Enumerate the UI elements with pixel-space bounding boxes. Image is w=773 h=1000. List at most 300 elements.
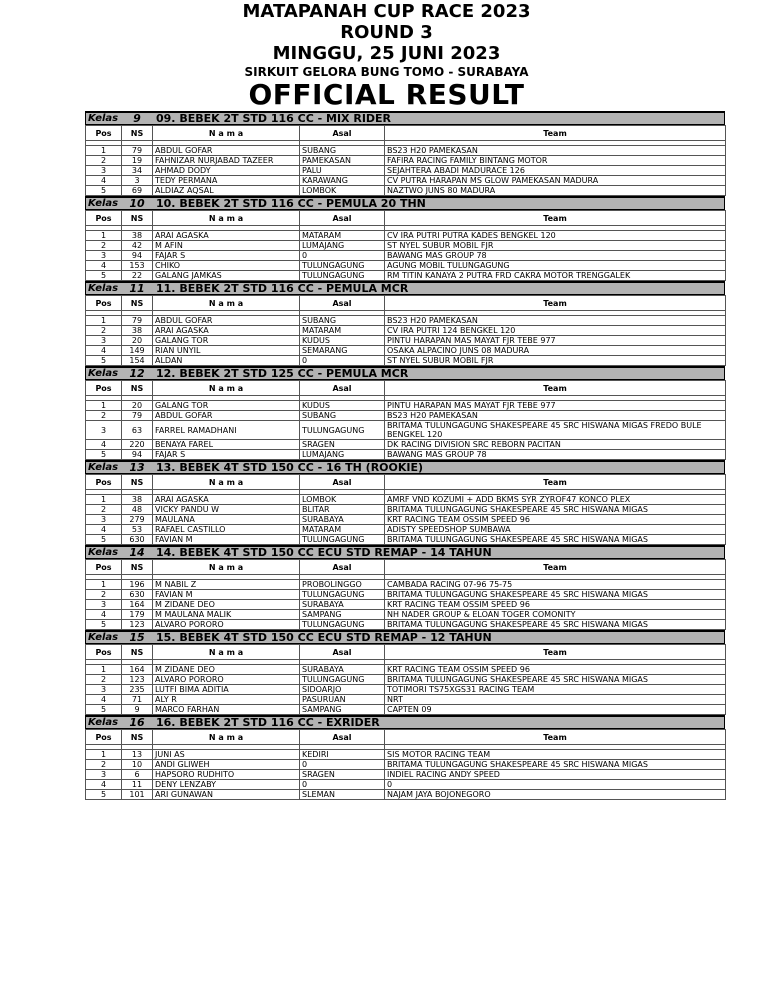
col-ns-header: NS <box>122 560 153 575</box>
table-row <box>86 760 726 770</box>
col-nama-header: N a m a <box>153 475 300 490</box>
team-cell: NH NADER GROUP & ELOAN TOGER COMONITY <box>385 610 726 620</box>
kelas-number: 16 <box>129 716 145 729</box>
ns-cell: 34 <box>122 166 153 176</box>
pos-cell: 3 <box>86 685 122 695</box>
ns-cell: 48 <box>122 505 153 515</box>
ns-cell: 179 <box>122 610 153 620</box>
col-asal-header: Asal <box>300 560 385 575</box>
pos-cell: 3 <box>86 515 122 525</box>
ns-cell: 38 <box>122 495 153 505</box>
col-nama-header: N a m a <box>153 645 300 660</box>
table-row <box>86 261 726 271</box>
team-cell: ST NYEL SUBUR MOBIL FJR <box>385 356 726 366</box>
table-header-row <box>86 211 726 226</box>
table-row <box>86 241 726 251</box>
results-table <box>85 729 726 800</box>
ns-cell: 123 <box>122 675 153 685</box>
pos-cell: 2 <box>86 241 122 251</box>
table-row <box>86 316 726 326</box>
ns-cell: 79 <box>122 411 153 421</box>
col-ns-header: NS <box>122 296 153 311</box>
table-header-row <box>86 381 726 396</box>
team-cell: OSAKA ALPACINO JUNS 08 MADURA <box>385 346 726 356</box>
col-ns-header: NS <box>122 211 153 226</box>
col-pos-header: Pos <box>86 296 122 311</box>
ns-cell: 11 <box>122 780 153 790</box>
ns-cell: 235 <box>122 685 153 695</box>
asal-cell: PALU <box>300 166 385 176</box>
table-row <box>86 440 726 450</box>
pos-cell: 5 <box>86 450 122 460</box>
kelas-label: Kelas <box>88 717 119 728</box>
col-team-header: Team <box>385 560 726 575</box>
pos-cell: 4 <box>86 695 122 705</box>
col-team-header: Team <box>385 645 726 660</box>
ns-cell: 53 <box>122 525 153 535</box>
nama-cell: ARAI AGASKA <box>153 326 300 336</box>
pos-cell: 1 <box>86 580 122 590</box>
table-row <box>86 271 726 281</box>
team-cell: CV IRA PUTRI PUTRA KADES BENGKEL 120 <box>385 231 726 241</box>
nama-cell: FAVIAN M <box>153 590 300 600</box>
table-row <box>86 176 726 186</box>
team-cell: SIS MOTOR RACING TEAM <box>385 750 726 760</box>
ns-cell: 630 <box>122 535 153 545</box>
asal-cell: KUDUS <box>300 401 385 411</box>
col-pos-header: Pos <box>86 645 122 660</box>
asal-cell: SLEMAN <box>300 790 385 800</box>
asal-cell: TULUNGAGUNG <box>300 421 385 440</box>
asal-cell: SIDOARJO <box>300 685 385 695</box>
ns-cell: 123 <box>122 620 153 630</box>
table-row <box>86 326 726 336</box>
class-title: 14. BEBEK 4T STD 150 CC ECU STD REMAP - 14 TAHUN <box>156 546 492 559</box>
col-team-header: Team <box>385 211 726 226</box>
table-row <box>86 146 726 156</box>
table-row <box>86 600 726 610</box>
table-row <box>86 620 726 630</box>
nama-cell: ABDUL GOFAR <box>153 316 300 326</box>
table-row <box>86 156 726 166</box>
nama-cell: ARAI AGASKA <box>153 495 300 505</box>
asal-cell: SRAGEN <box>300 770 385 780</box>
col-ns-header: NS <box>122 645 153 660</box>
table-header-row <box>86 730 726 745</box>
pos-cell: 1 <box>86 146 122 156</box>
table-row <box>86 166 726 176</box>
asal-cell: SUBANG <box>300 411 385 421</box>
class-header <box>85 460 725 474</box>
asal-cell: PAMEKASAN <box>300 156 385 166</box>
class-title: 11. BEBEK 2T STD 116 CC - PEMULA MCR <box>156 282 409 295</box>
asal-cell: 0 <box>300 760 385 770</box>
pos-cell: 5 <box>86 620 122 630</box>
col-asal-header: Asal <box>300 381 385 396</box>
ns-cell: 71 <box>122 695 153 705</box>
asal-cell: TULUNGAGUNG <box>300 271 385 281</box>
nama-cell: GALANG JAMKAS <box>153 271 300 281</box>
asal-cell: PASURUAN <box>300 695 385 705</box>
asal-cell: MATARAM <box>300 326 385 336</box>
col-team-header: Team <box>385 126 726 141</box>
class-header <box>85 715 725 729</box>
team-cell: BAWANG MAS GROUP 78 <box>385 450 726 460</box>
asal-cell: TULUNGAGUNG <box>300 620 385 630</box>
col-pos-header: Pos <box>86 381 122 396</box>
asal-cell: KARAWANG <box>300 176 385 186</box>
pos-cell: 4 <box>86 525 122 535</box>
kelas-label: Kelas <box>88 198 119 209</box>
class-block <box>85 366 725 460</box>
class-block <box>85 630 725 715</box>
pos-cell: 1 <box>86 495 122 505</box>
ns-cell: 19 <box>122 156 153 166</box>
team-cell: AGUNG MOBIL TULUNGAGUNG <box>385 261 726 271</box>
results-table <box>85 644 726 715</box>
pos-cell: 2 <box>86 411 122 421</box>
pos-cell: 5 <box>86 535 122 545</box>
nama-cell: M NABIL Z <box>153 580 300 590</box>
pos-cell: 2 <box>86 505 122 515</box>
kelas-number: 14 <box>129 546 145 559</box>
ns-cell: 79 <box>122 146 153 156</box>
team-cell: NAJAM JAYA BOJONEGORO <box>385 790 726 800</box>
table-row <box>86 675 726 685</box>
table-header-row <box>86 645 726 660</box>
nama-cell: LUTFI BIMA ADITIA <box>153 685 300 695</box>
team-cell: RM TITIN KANAYA 2 PUTRA FRD CAKRA MOTOR TRENGGALEK <box>385 271 726 281</box>
nama-cell: FAJAR S <box>153 450 300 460</box>
pos-cell: 3 <box>86 336 122 346</box>
pos-cell: 5 <box>86 186 122 196</box>
team-cell: CV IRA PUTRI 124 BENGKEL 120 <box>385 326 726 336</box>
col-asal-header: Asal <box>300 126 385 141</box>
col-asal-header: Asal <box>300 475 385 490</box>
class-title: 16. BEBEK 2T STD 116 CC - EXRIDER <box>156 716 380 729</box>
table-row <box>86 401 726 411</box>
asal-cell: SURABAYA <box>300 665 385 675</box>
asal-cell: 0 <box>300 356 385 366</box>
team-cell: BS23 H20 PAMEKASAN <box>385 146 726 156</box>
table-row <box>86 770 726 780</box>
nama-cell: ABDUL GOFAR <box>153 411 300 421</box>
ns-cell: 79 <box>122 316 153 326</box>
nama-cell: FAHNIZAR NURJABAD TAZEER <box>153 156 300 166</box>
table-row <box>86 590 726 600</box>
asal-cell: TULUNGAGUNG <box>300 675 385 685</box>
nama-cell: BENAYA FAREL <box>153 440 300 450</box>
team-cell: ADISTY SPEEDSHOP SUMBAWA <box>385 525 726 535</box>
ns-cell: 3 <box>122 176 153 186</box>
col-asal-header: Asal <box>300 645 385 660</box>
ns-cell: 196 <box>122 580 153 590</box>
team-cell: SEJAHTERA ABADI MADURACE 126 <box>385 166 726 176</box>
team-cell: BS23 H20 PAMEKASAN <box>385 316 726 326</box>
col-nama-header: N a m a <box>153 730 300 745</box>
team-cell: KRT RACING TEAM OSSIM SPEED 96 <box>385 600 726 610</box>
asal-cell: LUMAJANG <box>300 241 385 251</box>
team-cell: BAWANG MAS GROUP 78 <box>385 251 726 261</box>
nama-cell: ABDUL GOFAR <box>153 146 300 156</box>
nama-cell: GALANG TOR <box>153 401 300 411</box>
nama-cell: MAULANA <box>153 515 300 525</box>
nama-cell: AHMAD DODY <box>153 166 300 176</box>
results-table <box>85 474 726 545</box>
table-header-row <box>86 296 726 311</box>
class-header <box>85 196 725 210</box>
table-row <box>86 525 726 535</box>
class-header <box>85 630 725 644</box>
asal-cell: LUMAJANG <box>300 450 385 460</box>
pos-cell: 1 <box>86 316 122 326</box>
team-cell: 0 <box>385 780 726 790</box>
official-result-title: OFFICIAL RESULT <box>248 78 525 111</box>
table-row <box>86 505 726 515</box>
pos-cell: 1 <box>86 665 122 675</box>
table-header-row <box>86 475 726 490</box>
pos-cell: 1 <box>86 401 122 411</box>
nama-cell: FAJAR S <box>153 251 300 261</box>
class-title: 12. BEBEK 2T STD 125 CC - PEMULA MCR <box>156 367 409 380</box>
asal-cell: BLITAR <box>300 505 385 515</box>
col-pos-header: Pos <box>86 126 122 141</box>
ns-cell: 279 <box>122 515 153 525</box>
table-row <box>86 535 726 545</box>
col-nama-header: N a m a <box>153 296 300 311</box>
nama-cell: HAPSORO RUDHITO <box>153 770 300 780</box>
pos-cell: 5 <box>86 790 122 800</box>
class-block <box>85 281 725 366</box>
kelas-label: Kelas <box>88 547 119 558</box>
pos-cell: 4 <box>86 780 122 790</box>
asal-cell: MATARAM <box>300 525 385 535</box>
table-row <box>86 356 726 366</box>
col-ns-header: NS <box>122 381 153 396</box>
kelas-number: 10 <box>129 197 145 210</box>
circuit-name: SIRKUIT GELORA BUNG TOMO - SURABAYA <box>244 65 529 79</box>
ns-cell: 9 <box>122 705 153 715</box>
col-ns-header: NS <box>122 126 153 141</box>
nama-cell: RAFAEL CASTILLO <box>153 525 300 535</box>
ns-cell: 164 <box>122 665 153 675</box>
ns-cell: 42 <box>122 241 153 251</box>
table-row <box>86 705 726 715</box>
class-header <box>85 366 725 380</box>
event-title: MATAPANAH CUP RACE 2023 <box>242 1 531 22</box>
class-block <box>85 715 725 800</box>
pos-cell: 1 <box>86 750 122 760</box>
ns-cell: 69 <box>122 186 153 196</box>
team-cell: NRT <box>385 695 726 705</box>
col-nama-header: N a m a <box>153 381 300 396</box>
nama-cell: RIAN UNYIL <box>153 346 300 356</box>
asal-cell: LOMBOK <box>300 186 385 196</box>
nama-cell: M ZIDANE DEO <box>153 600 300 610</box>
asal-cell: SAMPANG <box>300 610 385 620</box>
kelas-label: Kelas <box>88 283 119 294</box>
team-cell: TOTIMORI TS75XGS31 RACING TEAM <box>385 685 726 695</box>
ns-cell: 20 <box>122 401 153 411</box>
table-row <box>86 231 726 241</box>
pos-cell: 4 <box>86 176 122 186</box>
asal-cell: SUBANG <box>300 316 385 326</box>
ns-cell: 22 <box>122 271 153 281</box>
team-cell: CV PUTRA HARAPAN MS GLOW PAMEKASAN MADURA <box>385 176 726 186</box>
table-header-row <box>86 126 726 141</box>
table-row <box>86 251 726 261</box>
round-label: ROUND 3 <box>340 22 433 43</box>
kelas-number: 9 <box>133 112 141 125</box>
nama-cell: FAVIAN M <box>153 535 300 545</box>
col-asal-header: Asal <box>300 211 385 226</box>
pos-cell: 3 <box>86 421 122 440</box>
pos-cell: 2 <box>86 326 122 336</box>
class-header <box>85 545 725 559</box>
table-row <box>86 580 726 590</box>
ns-cell: 38 <box>122 231 153 241</box>
nama-cell: DENY LENZABY <box>153 780 300 790</box>
nama-cell: M AFIN <box>153 241 300 251</box>
pos-cell: 4 <box>86 346 122 356</box>
nama-cell: VICKY PANDU W <box>153 505 300 515</box>
class-title: 15. BEBEK 4T STD 150 CC ECU STD REMAP - 12 TAHUN <box>156 631 492 644</box>
col-asal-header: Asal <box>300 296 385 311</box>
asal-cell: KUDUS <box>300 336 385 346</box>
table-row <box>86 411 726 421</box>
ns-cell: 101 <box>122 790 153 800</box>
nama-cell: ANDI GLIWEH <box>153 760 300 770</box>
class-title: 09. BEBEK 2T STD 116 CC - MIX RIDER <box>156 112 392 125</box>
col-pos-header: Pos <box>86 475 122 490</box>
team-cell: ST NYEL SUBUR MOBIL FJR <box>385 241 726 251</box>
ns-cell: 153 <box>122 261 153 271</box>
team-cell: CAPTEN 09 <box>385 705 726 715</box>
pos-cell: 4 <box>86 440 122 450</box>
asal-cell: TULUNGAGUNG <box>300 590 385 600</box>
asal-cell: SURABAYA <box>300 600 385 610</box>
ns-cell: 38 <box>122 326 153 336</box>
nama-cell: ALDAN <box>153 356 300 366</box>
pos-cell: 2 <box>86 156 122 166</box>
nama-cell: CHIKO <box>153 261 300 271</box>
col-team-header: Team <box>385 296 726 311</box>
team-cell: NAZTWO JUNS 80 MADURA <box>385 186 726 196</box>
ns-cell: 10 <box>122 760 153 770</box>
nama-cell: ALY R <box>153 695 300 705</box>
class-header <box>85 281 725 295</box>
col-ns-header: NS <box>122 475 153 490</box>
ns-cell: 630 <box>122 590 153 600</box>
kelas-number: 13 <box>129 461 145 474</box>
team-cell: BRITAMA TULUNGAGUNG SHAKESPEARE 45 SRC HISWANA MIGAS <box>385 505 726 515</box>
ns-cell: 6 <box>122 770 153 780</box>
class-title: 10. BEBEK 2T STD 116 CC - PEMULA 20 THN <box>156 197 426 210</box>
kelas-number: 12 <box>129 367 145 380</box>
team-cell: BRITAMA TULUNGAGUNG SHAKESPEARE 45 SRC HISWANA MIGAS <box>385 620 726 630</box>
table-row <box>86 685 726 695</box>
class-block <box>85 196 725 281</box>
col-pos-header: Pos <box>86 730 122 745</box>
asal-cell: LOMBOK <box>300 495 385 505</box>
asal-cell: KEDIRI <box>300 750 385 760</box>
table-row <box>86 450 726 460</box>
nama-cell: MARCO FARHAN <box>153 705 300 715</box>
col-team-header: Team <box>385 475 726 490</box>
team-cell: DK RACING DIVISION SRC REBORN PACITAN <box>385 440 726 450</box>
class-title: 13. BEBEK 4T STD 150 CC - 16 TH (ROOKIE) <box>156 461 424 474</box>
team-cell: AMRF VND KOZUMI + ADD BKMS SYR ZYROF47 KONCO PLEX <box>385 495 726 505</box>
ns-cell: 13 <box>122 750 153 760</box>
col-asal-header: Asal <box>300 730 385 745</box>
nama-cell: FARREL RAMADHANI <box>153 421 300 440</box>
ns-cell: 20 <box>122 336 153 346</box>
ns-cell: 154 <box>122 356 153 366</box>
table-row <box>86 421 726 440</box>
pos-cell: 3 <box>86 251 122 261</box>
table-row <box>86 515 726 525</box>
class-block <box>85 545 725 630</box>
kelas-label: Kelas <box>88 462 119 473</box>
nama-cell: JUNI AS <box>153 750 300 760</box>
team-cell: INDIEL RACING ANDY SPEED <box>385 770 726 780</box>
col-ns-header: NS <box>122 730 153 745</box>
asal-cell: 0 <box>300 251 385 261</box>
asal-cell: 0 <box>300 780 385 790</box>
table-row <box>86 346 726 356</box>
table-row <box>86 695 726 705</box>
nama-cell: ALVARO PORORO <box>153 675 300 685</box>
nama-cell: TEDY PERMANA <box>153 176 300 186</box>
team-cell: BRITAMA TULUNGAGUNG SHAKESPEARE 45 SRC HISWANA MIGAS <box>385 760 726 770</box>
class-block <box>85 111 725 196</box>
kelas-label: Kelas <box>88 368 119 379</box>
event-date: MINGGU, 25 JUNI 2023 <box>272 43 501 64</box>
col-nama-header: N a m a <box>153 211 300 226</box>
table-row <box>86 780 726 790</box>
team-cell: PINTU HARAPAN MAS MAYAT FJR TEBE 977 <box>385 401 726 411</box>
pos-cell: 3 <box>86 600 122 610</box>
nama-cell: ARI GUNAWAN <box>153 790 300 800</box>
table-row <box>86 610 726 620</box>
team-cell: BRITAMA TULUNGAGUNG SHAKESPEARE 45 SRC HISWANA MIGAS FREDO BULE BENGKEL 120 <box>385 421 726 440</box>
table-row <box>86 336 726 346</box>
ns-cell: 220 <box>122 440 153 450</box>
nama-cell: M ZIDANE DEO <box>153 665 300 675</box>
results-table <box>85 559 726 630</box>
col-nama-header: N a m a <box>153 560 300 575</box>
pos-cell: 5 <box>86 271 122 281</box>
team-cell: BRITAMA TULUNGAGUNG SHAKESPEARE 45 SRC HISWANA MIGAS <box>385 535 726 545</box>
class-block <box>85 460 725 545</box>
ns-cell: 164 <box>122 600 153 610</box>
pos-cell: 3 <box>86 770 122 780</box>
asal-cell: SRAGEN <box>300 440 385 450</box>
pos-cell: 2 <box>86 675 122 685</box>
kelas-label: Kelas <box>88 113 119 124</box>
results-table <box>85 380 726 460</box>
asal-cell: MATARAM <box>300 231 385 241</box>
asal-cell: SAMPANG <box>300 705 385 715</box>
table-row <box>86 790 726 800</box>
kelas-label: Kelas <box>88 632 119 643</box>
team-cell: KRT RACING TEAM OSSIM SPEED 96 <box>385 515 726 525</box>
class-header <box>85 111 725 125</box>
col-team-header: Team <box>385 730 726 745</box>
team-cell: CAMBADA RACING 07-96 75-75 <box>385 580 726 590</box>
asal-cell: TULUNGAGUNG <box>300 261 385 271</box>
results-list <box>85 111 725 800</box>
